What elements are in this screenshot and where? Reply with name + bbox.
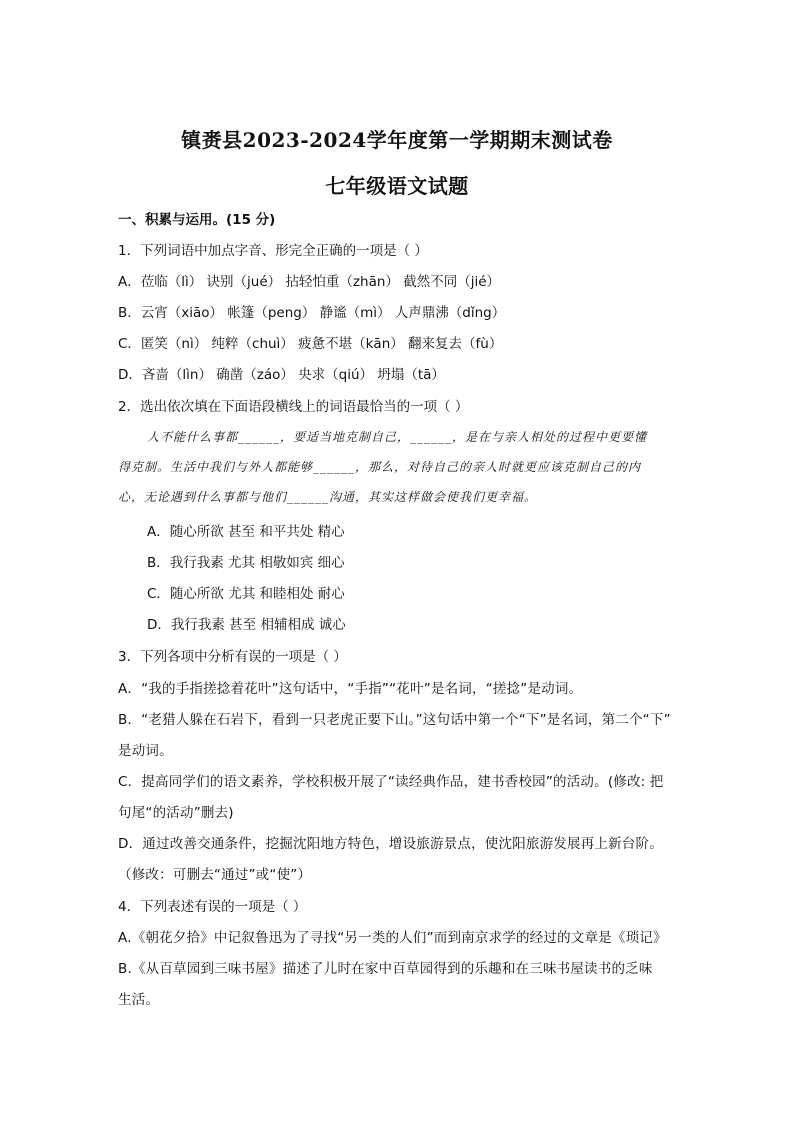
question-4-line: B.《从百草园到三味书屋》描述了儿时在家中百草园得到的乐趣和在三味书屋读书的乏味 <box>118 961 653 977</box>
question-1-option-a: A．莅临（lì） 诀别（jué） 拈轻怕重（zhān） 截然不同（jié） <box>118 274 501 290</box>
question-1-stem: 1．下列词语中加点字音、形完全正确的一项是（ ） <box>118 243 428 259</box>
exam-subtitle: 七年级语文试题 <box>325 174 469 198</box>
question-3-stem: 3．下列各项中分析有误的一项是（ ） <box>118 649 347 665</box>
question-2-passage-line: 人不能什么事都______，要适当地克制自己，______，是在与亲人相处的过程中更要懂 <box>147 430 648 444</box>
question-4-line: A.《朝花夕拾》中记叙鲁迅为了寻找“另一类的人们”而到南京求学的经过的文章是《琐记》 <box>118 930 667 946</box>
question-4-line: 生活。 <box>118 992 160 1008</box>
question-3-line: D．通过改善交通条件，挖掘沈阳地方特色，增设旅游景点，使沈阳旅游发展再上新台阶。 <box>118 836 663 852</box>
question-1-option-d: D．吝啬（lìn） 确凿（záo） 央求（qiú） 坍塌（tā） <box>118 367 445 383</box>
question-2-option-c: C．随心所欲 尤其 和睦相处 耐心 <box>147 586 345 602</box>
exam-title: 镇赉县2023-2024学年度第一学期期末测试卷 <box>181 128 613 152</box>
question-1-option-c: C．匿笑（nì） 纯粹（chuì） 疲惫不堪（kān） 翻来复去（fù） <box>118 336 503 352</box>
question-3-line: C．提高同学们的语文素养，学校积极开展了“读经典作品，建书香校园”的活动。(修改: 把 <box>118 774 664 790</box>
question-3-line: 句尾“的活动”删去) <box>118 805 234 821</box>
question-3-line: 是动词。 <box>118 743 173 759</box>
question-4-stem: 4．下列表述有误的一项是（ ） <box>118 899 307 915</box>
question-2-passage-line: 心，无论遇到什么事都与他们______沟通，其实这样做会使我们更幸福。 <box>118 490 538 504</box>
section-heading: 一、积累与运用。(15 分) <box>118 212 276 228</box>
question-3-line: （修改：可删去“通过”或“使”） <box>118 867 312 883</box>
question-3-line: A．“我的手指搓捻着花叶”这句话中，“手指”“花叶”是名词，“搓捻”是动词。 <box>118 681 583 697</box>
question-2-option-d: D．我行我素 甚至 相辅相成 诚心 <box>147 617 346 633</box>
question-2-option-a: A．随心所欲 甚至 和平共处 精心 <box>147 524 345 540</box>
question-2-option-b: B．我行我素 尤其 相敬如宾 细心 <box>147 555 345 571</box>
question-2-stem: 2．选出依次填在下面语段横线上的词语最恰当的一项（ ） <box>118 399 469 415</box>
question-2-passage-line: 得克制。生活中我们与外人都能够______，那么，对待自己的亲人时就更应该克制自己的内 <box>118 460 642 474</box>
question-3-line: B．“老猎人躲在石岩下，看到一只老虎正要下山。”这句话中第一个“下”是名词，第二个“下” <box>118 712 671 728</box>
question-1-option-b: B．云宵（xiāo） 帐篷（peng） 静谧（mì） 人声鼎沸（dǐng） <box>118 305 506 321</box>
